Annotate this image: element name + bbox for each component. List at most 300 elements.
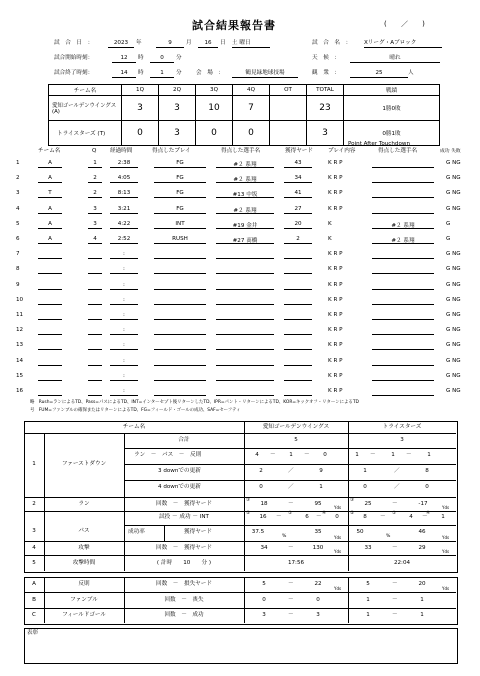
underline: [38, 243, 62, 244]
fg-label: フィールドゴール: [62, 612, 106, 618]
fd-t-third-conv: 1: [363, 468, 367, 474]
scoring-play-row: [0, 188, 480, 201]
pat-player: #２ 系翔: [391, 222, 415, 229]
underline: [284, 197, 312, 198]
pass-a-yds: 35: [314, 529, 322, 535]
underline: [110, 289, 138, 290]
fumble-metric: 回数 － 喪失: [164, 597, 204, 603]
pass-a-rate: 37.5: [251, 529, 265, 535]
play-number: 5: [16, 220, 20, 227]
plays-header-pat-player: 得点した選手名: [378, 148, 418, 154]
play-type: FG: [176, 190, 184, 197]
fd-breakdown-label: ラン － パス － 反則: [134, 452, 202, 458]
underline: [154, 167, 206, 168]
play-quarter: 1: [93, 160, 97, 166]
penalty-label: 反則: [78, 581, 90, 587]
underline: [216, 395, 274, 396]
scoring-play-row: [0, 249, 480, 262]
underline: [88, 228, 102, 229]
underline: [38, 167, 62, 168]
slash: ／: [288, 468, 294, 474]
penalty-t-count: 5: [366, 581, 370, 587]
play-time: :: [123, 266, 125, 273]
rush-metric: 回数 － 獲得ヤード: [156, 501, 212, 507]
play-yards: 34: [294, 175, 302, 182]
penalty-a-value: 22: [314, 581, 322, 587]
fg-t-value: 1: [420, 612, 424, 618]
underline: [88, 243, 102, 244]
fd-a-fourth-att: 1: [319, 484, 323, 490]
play-player: #２ 系翔: [233, 162, 257, 168]
rule: [24, 541, 456, 542]
penalty-metric: 回数 － 損失ヤード: [156, 581, 212, 587]
pass-a-int: 0: [335, 514, 339, 520]
pat-result: G NG: [446, 160, 461, 166]
play-player: #２ 系翔: [233, 177, 257, 184]
rule: [124, 525, 456, 526]
month-unit: 月: [186, 40, 192, 46]
start-min-unit: 分: [176, 55, 182, 61]
score-t-ot: [270, 121, 307, 146]
play-number: 12: [16, 327, 24, 334]
scoring-play-row: [0, 356, 480, 369]
play-team: T: [48, 190, 52, 197]
fd-third-label: 3 downでの更新: [158, 468, 201, 474]
underline: [38, 289, 62, 290]
fd-a-third-att: 9: [319, 468, 323, 474]
end-min: 1: [150, 70, 174, 78]
underline: [88, 380, 102, 381]
score-t-q4: 0: [233, 121, 270, 146]
stats-header-team: チーム名: [122, 424, 146, 430]
play-number: 4: [16, 205, 20, 212]
underline: [38, 258, 62, 259]
game-name-label: 試 合 名 ：: [312, 40, 352, 46]
score-a-ot: [270, 96, 307, 121]
underline: [38, 380, 62, 381]
scoring-play-row: [0, 386, 480, 399]
underline: [284, 167, 312, 168]
stats-header-team-a: 愛知ゴールデンウイングス: [262, 424, 330, 430]
play-time: :: [123, 342, 125, 349]
dash: －: [370, 452, 376, 458]
underline: [216, 167, 274, 168]
dash: －: [288, 501, 294, 507]
play-time: 2:38: [117, 160, 131, 166]
pass-t-rate: 50: [356, 529, 364, 535]
play-player: #19 金井: [232, 222, 258, 229]
pat-result: G NG: [446, 251, 461, 258]
underline: [284, 228, 312, 229]
pass-label: パス: [78, 528, 90, 534]
underline: [154, 304, 206, 305]
underline: [372, 228, 434, 229]
pat-result: G NG: [446, 372, 461, 379]
underline: [216, 182, 274, 183]
end-hour: 14: [112, 70, 136, 78]
underline: [38, 319, 62, 320]
underline: [372, 304, 434, 305]
pat-result: G NG: [446, 205, 461, 212]
scoring-play-row: [0, 158, 480, 171]
underline: [110, 167, 138, 168]
underline: [154, 197, 206, 198]
play-number: 6: [16, 236, 20, 242]
pat-result: G NG: [446, 190, 461, 197]
play-quarter: 3: [93, 220, 97, 227]
underline: [216, 197, 274, 198]
start-hour: 12: [112, 55, 136, 63]
score-table: [48, 84, 440, 146]
possession-label: 攻撃時間: [72, 560, 96, 566]
pat-result: G NG: [446, 327, 461, 334]
play-yards: 43: [294, 160, 302, 166]
score-t-total: 3: [307, 121, 344, 146]
play-team: A: [48, 236, 52, 242]
underline: [154, 349, 206, 350]
underline: [284, 395, 312, 396]
underline: [216, 319, 274, 320]
underline: [284, 365, 312, 366]
underline: [110, 334, 138, 335]
score-a-record: 1勝0敗: [344, 96, 440, 121]
play-quarter: 3: [93, 205, 97, 212]
possession-number: 5: [32, 560, 36, 566]
play-yards: 27: [294, 205, 302, 212]
underline: [154, 365, 206, 366]
score-header-total: TOTAL: [307, 85, 344, 96]
underline: [110, 380, 138, 381]
scoring-play-row: [0, 234, 480, 247]
underline: [216, 258, 274, 259]
fd-number: 1: [32, 461, 36, 467]
day-unit: 日: [220, 40, 226, 46]
pass-number: 3: [32, 528, 36, 534]
rule: [244, 577, 245, 623]
underline: [284, 289, 312, 290]
dash: －: [288, 597, 294, 603]
play-number: 8: [16, 266, 20, 273]
pat-result: G: [446, 236, 451, 242]
underline: [154, 273, 206, 274]
play-type: RUSH: [172, 236, 188, 242]
underline: [154, 228, 206, 229]
dash: －: [392, 501, 398, 507]
offense-t-plays: 33: [364, 545, 372, 551]
end-min-unit: 分: [176, 70, 182, 76]
underline: [88, 197, 102, 198]
underline: [110, 258, 138, 259]
rush-a-yds: 95: [314, 501, 322, 507]
circled-1: ①: [392, 511, 397, 516]
rule: [124, 448, 456, 449]
possession-t: 22:04: [393, 560, 411, 566]
scoring-play-row: [0, 371, 480, 384]
pass-metric-1: 試投 － 成功 － INT: [159, 514, 209, 520]
dash: －: [380, 514, 386, 520]
play-yards: 41: [294, 190, 302, 197]
play-time: :: [123, 281, 125, 288]
underline: [284, 213, 312, 214]
underline: [88, 365, 102, 366]
offense-t-yds: 29: [418, 545, 426, 551]
underline: [110, 213, 138, 214]
rush-t-att: 25: [364, 501, 372, 507]
yds-unit: Yds: [442, 549, 450, 554]
plays-header-time: 経過時間: [110, 148, 133, 154]
underline: [372, 380, 434, 381]
scoring-play-row: [0, 173, 480, 186]
pat-play: K: [328, 220, 332, 227]
play-player: #13 中坂: [232, 192, 258, 199]
play-number: 11: [16, 312, 24, 318]
play-team: A: [48, 220, 52, 227]
fd-a-breakdown: 0: [323, 452, 327, 458]
plays-header-player: 得点した選手名: [221, 148, 261, 154]
fg-a-value: 3: [316, 612, 320, 618]
fd-t-third-att: 8: [425, 468, 429, 474]
pat-play: K R P: [328, 281, 343, 288]
play-number: 3: [16, 190, 20, 197]
underline: [284, 319, 312, 320]
play-time: 2:52: [117, 236, 131, 242]
score-t-q2: 3: [159, 121, 196, 146]
pat-result: G NG: [446, 357, 461, 364]
underline: [38, 365, 62, 366]
penalty-a-count: 5: [262, 581, 266, 587]
circled-2: ②: [350, 511, 355, 516]
dash: －: [392, 612, 398, 618]
play-team: A: [48, 205, 52, 212]
underline: [372, 167, 434, 168]
underline: [284, 349, 312, 350]
underline: [216, 228, 274, 229]
underline: [216, 334, 274, 335]
end-time-label: 試合終了時刻：: [54, 70, 94, 76]
underline: [38, 395, 62, 396]
rule: [24, 592, 456, 593]
score-team-t: トライスターズ (T): [49, 121, 122, 146]
underline: [154, 182, 206, 183]
underline: [216, 304, 274, 305]
scoring-play-row: [0, 295, 480, 308]
play-number: 10: [16, 296, 24, 303]
rule: [24, 555, 456, 556]
underline: [38, 349, 62, 350]
date-slot: ( ／ ): [384, 20, 431, 28]
play-number: 7: [16, 251, 20, 258]
pass-yds-label: 獲得ヤード: [184, 529, 212, 535]
pat-play: K R P: [328, 342, 343, 349]
play-time: :: [123, 312, 125, 318]
play-time: 4:22: [117, 220, 131, 227]
dash: －: [276, 514, 282, 520]
underline: [372, 334, 434, 335]
underline: [88, 304, 102, 305]
possession-metric: ( 計時 10 分 ): [156, 560, 212, 566]
play-quarter: 2: [93, 190, 97, 197]
dash: －: [270, 452, 276, 458]
score-header-q3: 3Q: [196, 85, 233, 96]
possession-a: 17:56: [287, 560, 305, 566]
play-time: :: [123, 296, 125, 303]
play-type: FG: [176, 205, 184, 212]
remarks-label: 表彰: [27, 630, 39, 636]
underline: [110, 365, 138, 366]
play-player: #２ 系翔: [233, 207, 257, 214]
underline: [38, 182, 62, 183]
rule: [164, 525, 165, 541]
yds-unit: Yds: [442, 505, 450, 510]
venue-label: 会 場 ：: [196, 70, 224, 76]
underline: [372, 273, 434, 274]
scoring-play-row: [0, 264, 480, 277]
play-team: A: [48, 160, 52, 166]
underline: [88, 182, 102, 183]
fd-a-breakdown: 1: [289, 452, 293, 458]
plays-header-team: チーム名: [38, 148, 61, 154]
underline: [88, 258, 102, 259]
underline: [110, 228, 138, 229]
attendance-value: 25: [350, 70, 408, 78]
pat-player: #２ 系翔: [391, 238, 415, 244]
play-player: #27 髙橋: [232, 238, 258, 244]
circled-4: ④: [322, 511, 327, 516]
underline: [372, 243, 434, 244]
offense-a-plays: 34: [260, 545, 268, 551]
underline: [88, 213, 102, 214]
yds-unit: Yds: [334, 549, 342, 554]
scoring-play-row: [0, 310, 480, 323]
score-a-total: 23: [307, 96, 344, 121]
rush-label: ラン: [78, 501, 90, 507]
plays-header-result: 成功 失敗: [440, 149, 461, 154]
underline: [88, 273, 102, 274]
score-t-q1: 0: [122, 121, 159, 146]
underline: [216, 365, 274, 366]
underline: [372, 197, 434, 198]
underline: [154, 258, 206, 259]
pass-t-int: 1: [441, 514, 445, 520]
dash: －: [422, 514, 428, 520]
rule: [124, 464, 456, 465]
pat-play: K R P: [328, 372, 343, 379]
underline: [38, 334, 62, 335]
circled-3: ③: [246, 498, 251, 503]
circled-3: ③: [350, 498, 355, 503]
fd-a-fourth-conv: 0: [259, 484, 263, 490]
rush-number: 2: [32, 501, 36, 507]
fd-label: ファーストダウン: [61, 461, 107, 467]
underline: [154, 319, 206, 320]
fd-t-breakdown: 1: [427, 452, 431, 458]
end-hour-unit: 時: [138, 70, 144, 76]
percent: %: [282, 534, 287, 539]
pat-play: K R P: [328, 312, 343, 318]
scoring-play-row: [0, 340, 480, 353]
play-yards: 20: [294, 220, 302, 227]
circled-2: ②: [246, 511, 251, 516]
underline: [284, 243, 312, 244]
offense-label: 攻撃: [78, 545, 90, 551]
dash: －: [288, 612, 294, 618]
play-team: A: [48, 175, 52, 182]
play-time: :: [123, 372, 125, 379]
underline: [110, 319, 138, 320]
rule: [124, 480, 456, 481]
underline: [372, 365, 434, 366]
score-header-ot: OT: [270, 85, 307, 96]
pat-play: K R P: [328, 357, 343, 364]
slash: ／: [288, 484, 294, 490]
plays-header-q: Q: [92, 148, 97, 154]
stats-header-team-t: トライスターズ: [382, 424, 422, 430]
play-time: 3:21: [117, 205, 131, 212]
play-time: :: [123, 357, 125, 364]
underline: [88, 334, 102, 335]
fumble-t-value: 1: [420, 597, 424, 603]
fumble-letter: B: [32, 597, 36, 603]
dash: －: [316, 514, 322, 520]
underline: [372, 182, 434, 183]
fumble-label: ファンブル: [70, 597, 98, 603]
underline: [372, 213, 434, 214]
play-time: 4:05: [117, 175, 131, 182]
pat-play: K R P: [328, 160, 343, 166]
fd-t-breakdown: 1: [355, 452, 359, 458]
day-value: 16: [198, 40, 218, 48]
fd-a-breakdown: 4: [255, 452, 259, 458]
underline: [284, 380, 312, 381]
pass-a-att: 16: [259, 514, 267, 520]
pat-play: K: [328, 236, 332, 242]
underline: [38, 273, 62, 274]
score-header-q2: 2Q: [159, 85, 196, 96]
fd-a-third-conv: 2: [259, 468, 263, 474]
play-yards: 2: [296, 236, 300, 242]
pat-result: G NG: [446, 388, 461, 394]
underline: [88, 167, 102, 168]
underline: [88, 349, 102, 350]
underline: [154, 380, 206, 381]
yds-unit: Yds: [442, 535, 450, 540]
penalty-t-value: 20: [418, 581, 426, 587]
fg-a-count: 3: [262, 612, 266, 618]
underline: [110, 395, 138, 396]
underline: [284, 304, 312, 305]
underline: [110, 273, 138, 274]
pass-t-comp: 4: [409, 514, 413, 520]
underline: [216, 273, 274, 274]
underline: [284, 273, 312, 274]
underline: [38, 213, 62, 214]
year-value: 2023: [108, 40, 134, 48]
fumble-a-count: 0: [262, 597, 266, 603]
pass-t-yds: 46: [418, 529, 426, 535]
date-label: 試 合 日 ：: [54, 40, 94, 46]
fg-metric: 回数 － 成功: [164, 612, 204, 618]
yds-unit: Yds: [334, 586, 342, 591]
pat-play: K R P: [328, 296, 343, 303]
pat-play: K R P: [328, 175, 343, 182]
pat-play: K R P: [328, 251, 343, 258]
underline: [38, 197, 62, 198]
underline: [372, 289, 434, 290]
underline: [154, 395, 206, 396]
plays-header-pat: プレイ内容: [328, 148, 356, 154]
play-time: 8:13: [117, 190, 131, 197]
fg-letter: C: [32, 612, 36, 618]
